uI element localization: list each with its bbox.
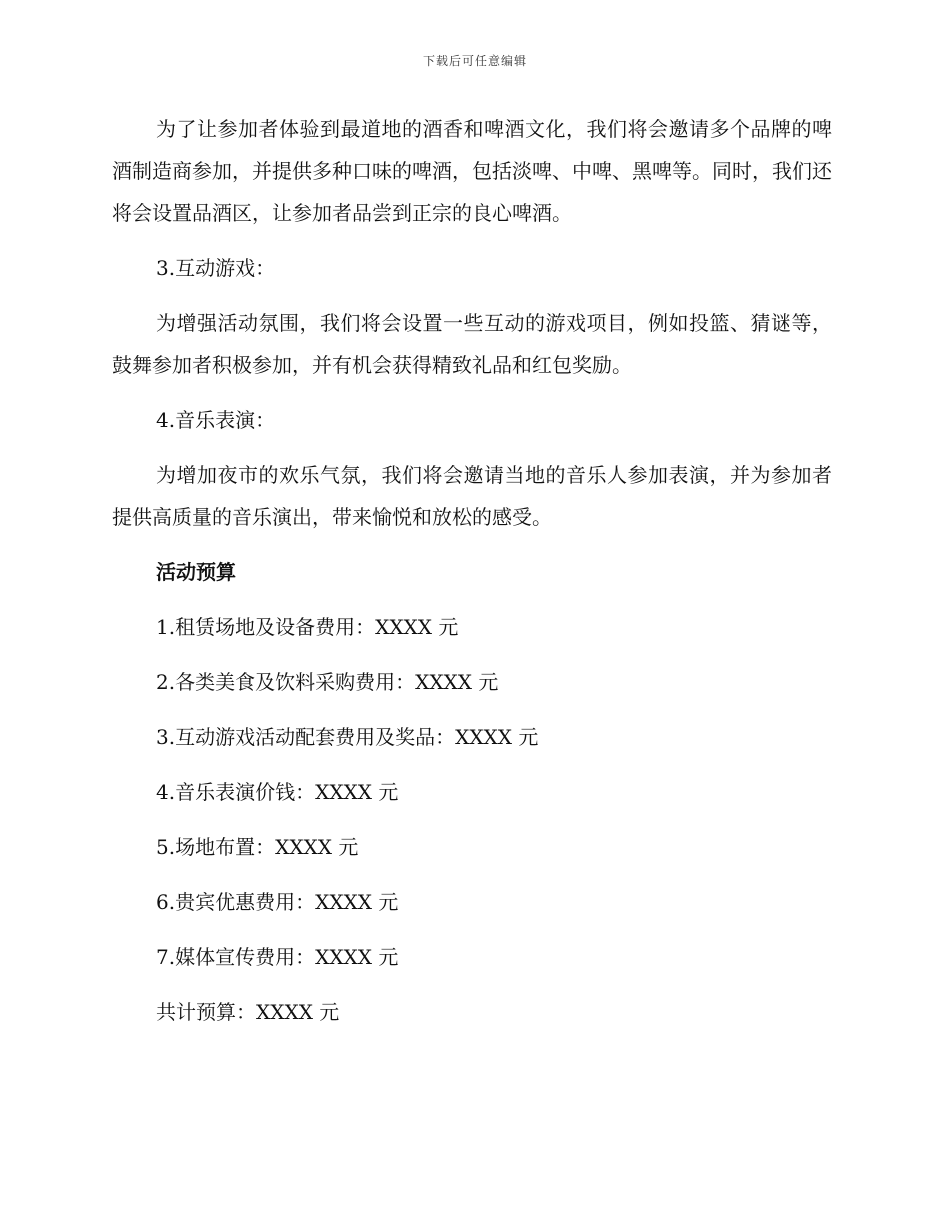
budget-item: 4.音乐表演价钱：XXXX 元 bbox=[156, 780, 399, 804]
section-music-performance-title: 4.音乐表演： bbox=[156, 408, 276, 432]
budget-item: 6.贵宾优惠费用：XXXX 元 bbox=[156, 890, 399, 914]
page-header: 下载后可任意编辑 bbox=[422, 54, 527, 68]
paragraph-interactive-games: 为增强活动氛围，我们将会设置一些互动的游戏项目，例如投篮、猜谜等，鼓舞参加者积极参加，并有机会获得精致礼品和红包奖励。 bbox=[112, 311, 832, 377]
budget-heading: 活动预算 bbox=[156, 560, 236, 584]
paragraph-beer-culture: 为了让参加者体验到最道地的酒香和啤酒文化，我们将会邀请多个品牌的啤酒制造商参加，并提供多种口味的啤酒，包括淡啤、中啤、黑啤等。同时，我们还将会设置品酒区，让参加者品尝到正宗的良心啤酒。 bbox=[112, 117, 832, 225]
paragraph-music-performance: 为增加夜市的欢乐气氛，我们将会邀请当地的音乐人参加表演，并为参加者提供高质量的音乐演出，带来愉悦和放松的感受。 bbox=[112, 463, 832, 529]
budget-total: 共计预算：XXXX 元 bbox=[156, 1000, 340, 1024]
budget-item: 1.租赁场地及设备费用：XXXX 元 bbox=[156, 615, 459, 639]
budget-item: 7.媒体宣传费用：XXXX 元 bbox=[156, 945, 399, 969]
budget-item: 2.各类美食及饮料采购费用：XXXX 元 bbox=[156, 670, 499, 694]
document-body bbox=[112, 108, 832, 1046]
budget-item: 5.场地布置：XXXX 元 bbox=[156, 835, 359, 859]
budget-item: 3.互动游戏活动配套费用及奖品：XXXX 元 bbox=[156, 725, 539, 749]
section-interactive-games-title: 3.互动游戏： bbox=[156, 256, 276, 280]
